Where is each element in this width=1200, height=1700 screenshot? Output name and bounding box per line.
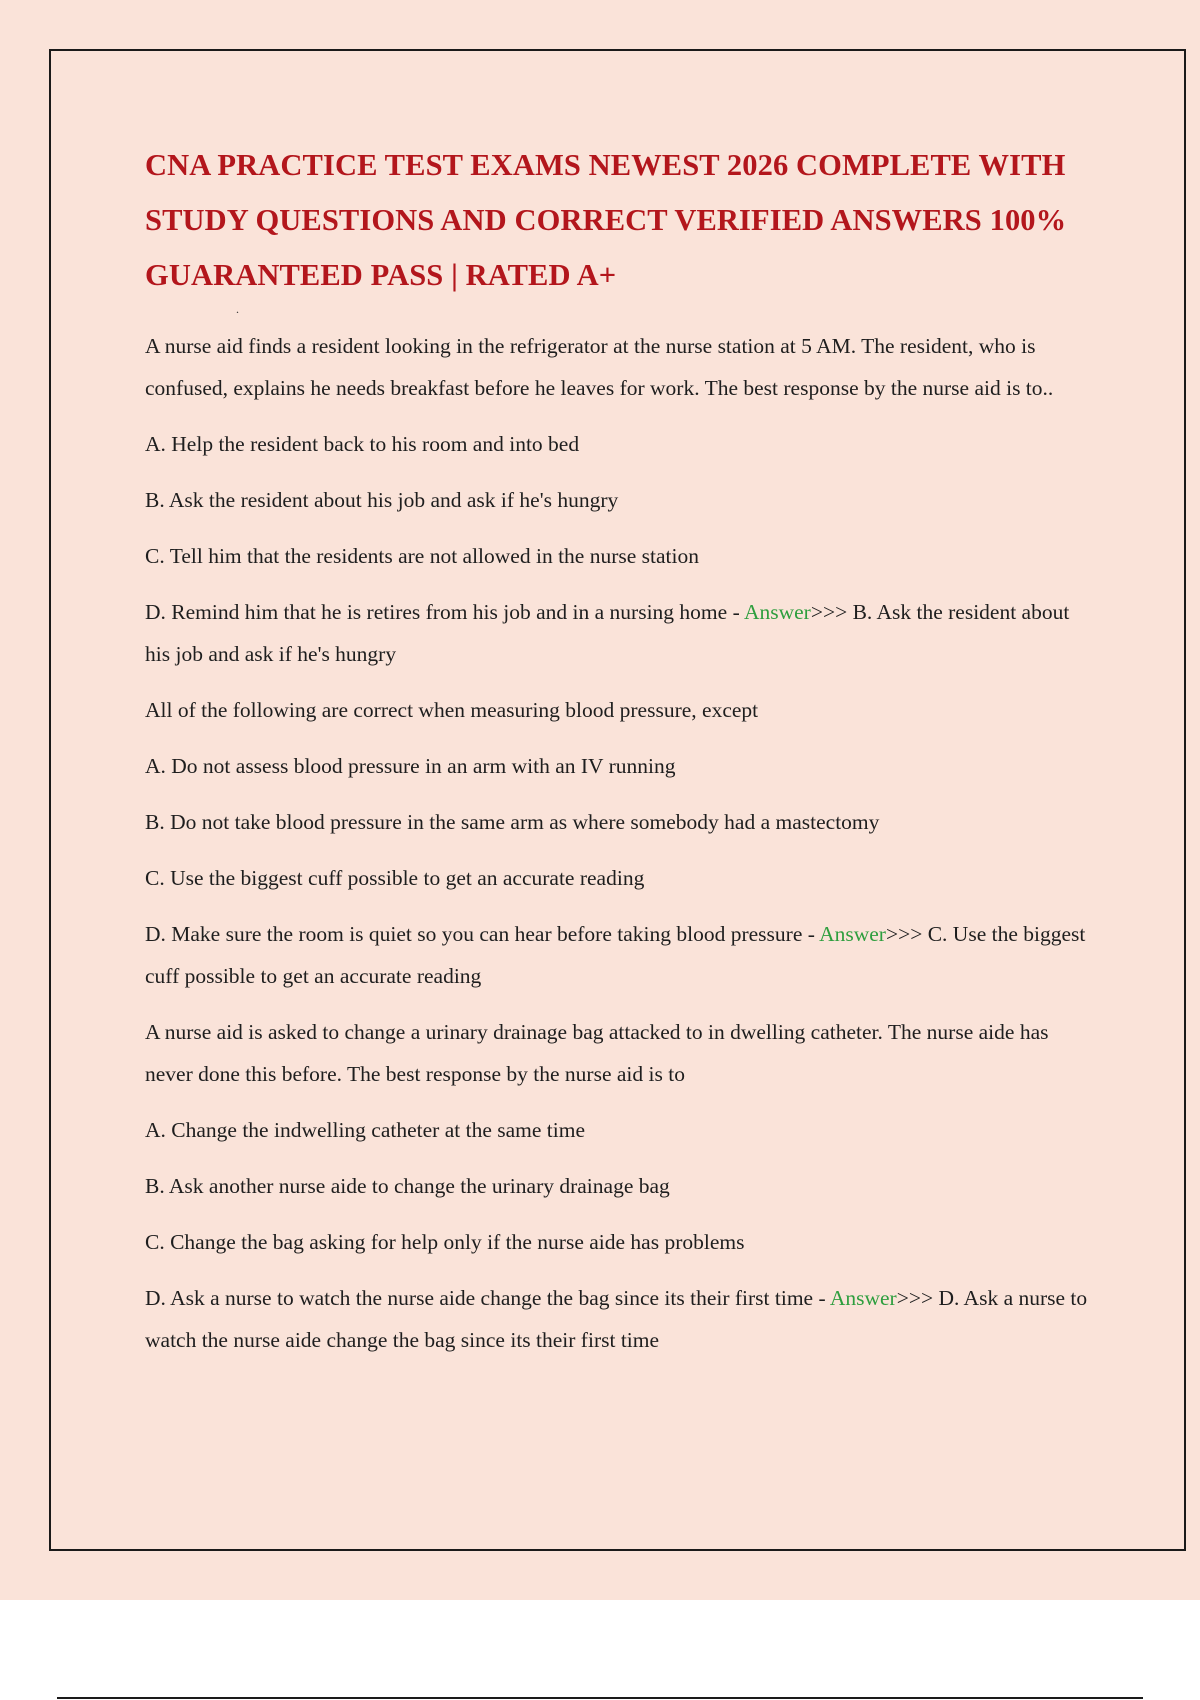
question-1 (145, 325, 1095, 675)
answer-label: Answer (819, 922, 886, 946)
option-b: B. Ask the resident about his job and ask if he's hungry (145, 488, 619, 512)
option-a: A. Change the indwelling catheter at the same time (145, 1118, 586, 1142)
question-3 (145, 1011, 1095, 1361)
answer-text: >>> C. Use the biggest cuff possible to get an accurate reading (145, 922, 1086, 988)
next-page-top-rule (57, 1697, 1143, 1699)
option-d-text: D. Remind him that he is retires from his job and in a nursing home - (145, 600, 744, 624)
answer-text: >>> D. Ask a nurse to watch the nurse aide change the bag since its their first time (145, 1286, 1088, 1352)
answer-label: Answer (829, 1286, 897, 1310)
document-content (145, 138, 1095, 1375)
answer-label: Answer (743, 600, 811, 624)
option-d-text: D. Ask a nurse to watch the nurse aide change the bag since its their first time - (145, 1286, 830, 1310)
title-dot-mark: . (236, 302, 239, 316)
option-d-with-answer (145, 591, 1095, 675)
option-d-with-answer (145, 913, 1095, 997)
question-stem: All of the following are correct when measuring blood pressure, except (145, 698, 759, 722)
question-stem: A nurse aid is asked to change a urinary drainage bag attacked to in dwelling catheter. The nurse aide has never done this before. The best response by the nurse aid is to (145, 1020, 1049, 1086)
option-c: C. Change the bag asking for help only if the nurse aide has problems (145, 1230, 745, 1254)
option-c: C. Use the biggest cuff possible to get an accurate reading (145, 866, 645, 890)
option-b: B. Do not take blood pressure in the same arm as where somebody had a mastectomy (145, 810, 880, 834)
question-stem: A nurse aid finds a resident looking in the refrigerator at the nurse station at 5 AM. The resident, who is confused, explains he needs breakfast before he leaves for work. The best response by the nurse aid is to.. (145, 334, 1054, 400)
document-title: CNA PRACTICE TEST EXAMS NEWEST 2026 COMPLETE WITH STUDY QUESTIONS AND CORRECT VERIFIED ANSWERS 100% GUARANTEED PASS | RATED A+ (145, 148, 1067, 292)
option-c: C. Tell him that the residents are not allowed in the nurse station (145, 544, 699, 568)
option-d-text: D. Make sure the room is quiet so you can hear before taking blood pressure - (145, 922, 820, 946)
option-d-with-answer (145, 1277, 1095, 1361)
answer-text: >>> B. Ask the resident about his job and ask if he's hungry (145, 600, 1070, 666)
option-b: B. Ask another nurse aide to change the urinary drainage bag (145, 1174, 670, 1198)
question-2 (145, 689, 1095, 997)
option-a: A. Do not assess blood pressure in an arm with an IV running (145, 754, 676, 778)
option-a: A. Help the resident back to his room and into bed (145, 432, 580, 456)
